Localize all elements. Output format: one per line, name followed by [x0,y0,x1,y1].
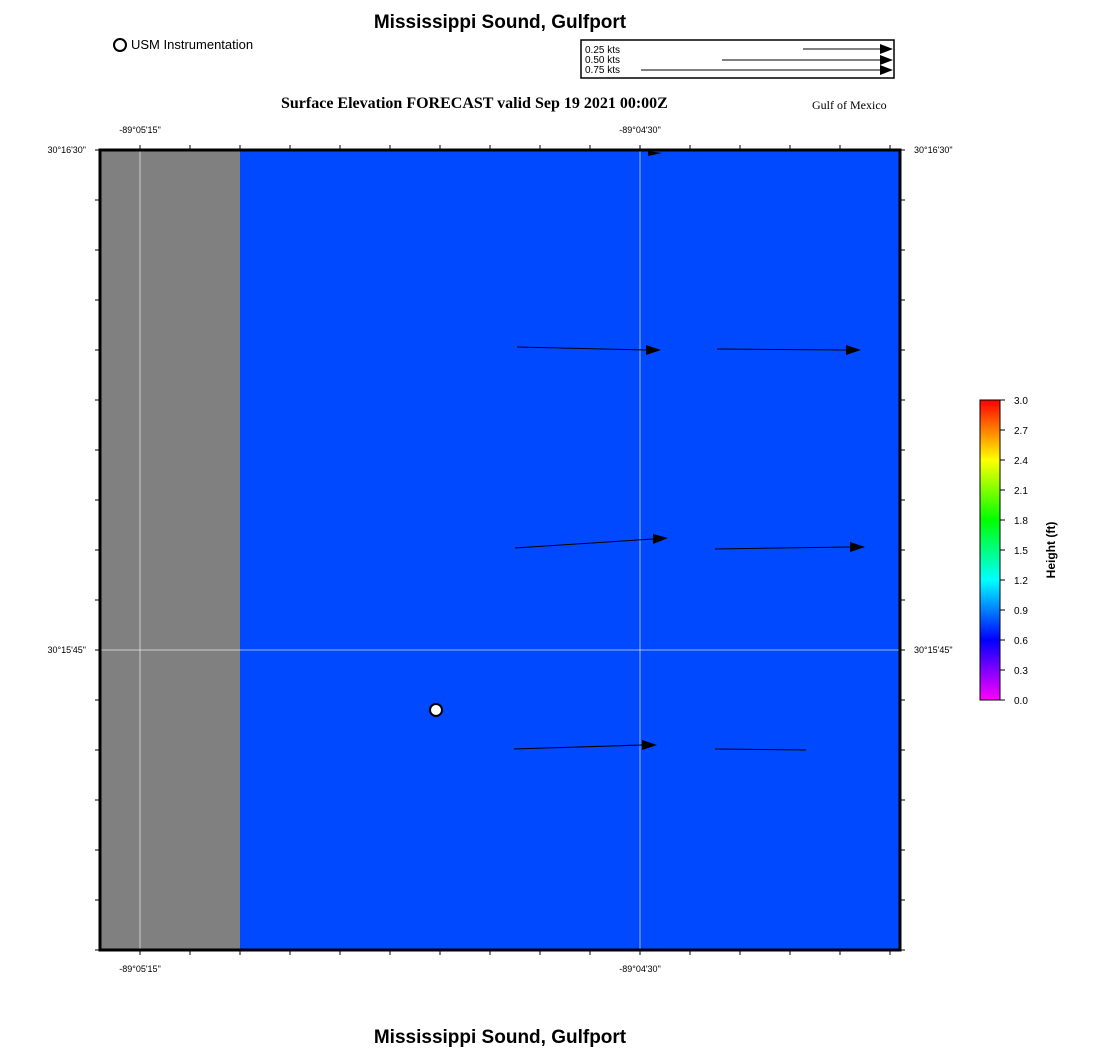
lon-tick-label-bottom-1: -89°05'15" [119,964,161,974]
map-footer-title: Mississippi Sound, Gulfport [373,1027,627,1048]
colorbar-tick-label: 1.2 [1014,576,1028,587]
colorbar-tick-label: 0.6 [1014,636,1028,647]
speed-legend-label-3: 0.75 kts [585,65,621,76]
lon-tick-label-top-1: -89°05'15" [119,125,161,135]
lat-tick-label-left-2: 30°15'45" [47,645,86,655]
colorbar-title: Height (ft) [1044,521,1058,579]
colorbar-tick-label: 2.1 [1014,486,1028,497]
lat-tick-label-left-1: 30°16'30" [47,145,86,155]
instrument-legend-label: USM Instrumentation [131,37,254,52]
colorbar [980,396,1058,707]
map-title: Mississippi Sound, Gulfport [373,12,627,33]
colorbar-tick-label: 0.0 [1014,696,1028,707]
colorbar-tick-label: 1.5 [1014,546,1028,557]
colorbar-tick-label: 1.8 [1014,516,1028,527]
colorbar-tick-label: 0.9 [1014,606,1028,617]
speed-legend-label-1: 0.25 kts [585,45,621,56]
colorbar-tick-label: 0.3 [1014,666,1028,677]
land-area [100,150,240,950]
region-label: Gulf of Mexico [812,98,887,112]
colorbar-scale [980,400,1000,700]
forecast-subtitle: Surface Elevation FORECAST valid Sep 19 2021 00:00Z [281,95,668,112]
lat-tick-label-right-2: 30°15'45" [914,645,953,655]
colorbar-tick-label: 3.0 [1014,396,1028,407]
speed-legend [581,40,894,78]
lat-tick-label-right-1: 30°16'30" [914,145,953,155]
colorbar-tick-label: 2.4 [1014,456,1028,467]
instrument-station-marker[interactable] [430,704,442,716]
speed-legend-label-2: 0.50 kts [585,55,621,66]
map-frame [47,125,952,974]
lon-tick-label-top-2: -89°04'30" [619,125,661,135]
lon-tick-label-bottom-2: -89°04'30" [619,964,661,974]
colorbar-tick-label: 2.7 [1014,426,1028,437]
